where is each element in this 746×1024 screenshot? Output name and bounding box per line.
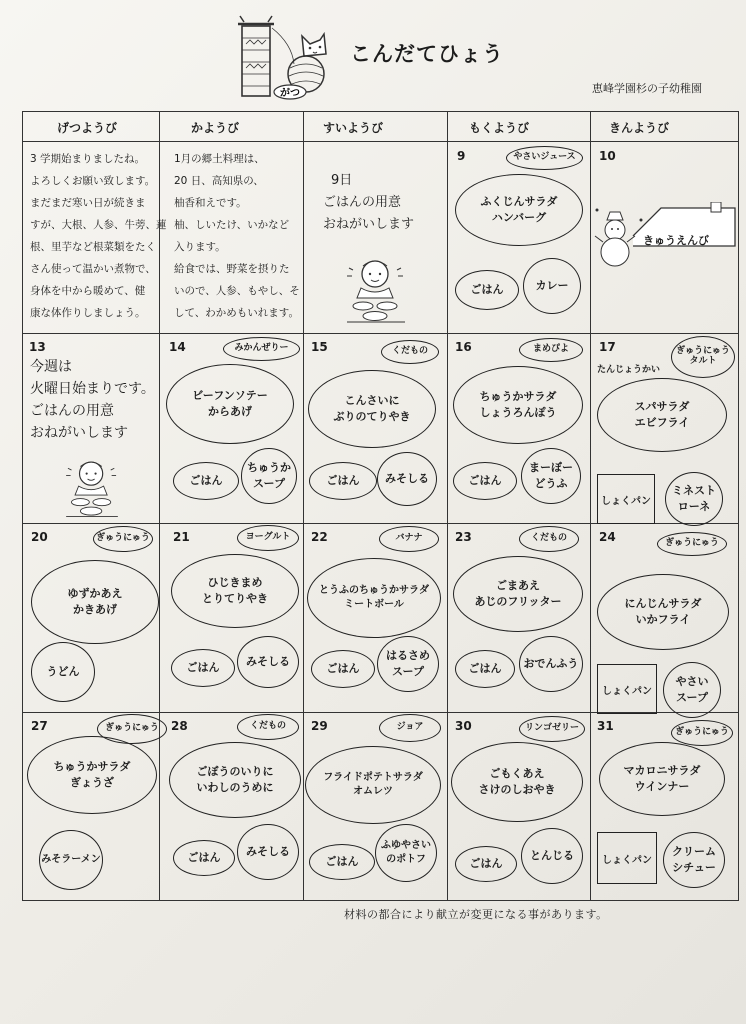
- month-label: がつ: [280, 88, 300, 99]
- day-number: 20: [31, 530, 48, 544]
- footer-note: 材料の都合により献立が変更になる事があります。: [344, 908, 608, 921]
- staple-food: しょくパン: [597, 832, 657, 884]
- day-number: 16: [455, 340, 472, 354]
- extra-item: ジョア: [379, 714, 441, 742]
- extra-item: ぎゅうにゅう: [671, 720, 733, 746]
- main-dish: ちゅうかサラダ ぎょうざ: [27, 736, 157, 814]
- weekday-mon: げつようび: [57, 121, 118, 135]
- knitting-cat-illustration: [232, 14, 342, 100]
- event-label: たんじょうかい: [597, 365, 661, 375]
- main-dish: スパサラダ エビフライ: [597, 378, 727, 452]
- main-dish: ごぼうのいりに いわしのうめに: [169, 742, 301, 818]
- page-title: こんだてひょう: [350, 42, 504, 66]
- day-number: 9: [457, 149, 466, 163]
- staple-food: ごはん: [309, 844, 375, 880]
- side-dish: みそしる: [237, 636, 299, 688]
- side-dish: とんじる: [521, 828, 583, 884]
- main-dish: ごまあえ あじのフリッター: [453, 556, 583, 632]
- day-number: 21: [173, 530, 190, 544]
- side-dish: おでんふう: [519, 636, 583, 692]
- extra-item: ぎゅうにゅう: [93, 526, 153, 552]
- extra-item: まめぴよ: [519, 338, 583, 362]
- side-dish: クリーム シチュー: [663, 832, 725, 888]
- staple-food: ごはん: [311, 650, 375, 688]
- day-number: 22: [311, 530, 328, 544]
- mon-note: 今週は 火曜日始まりです。 ごはんの用意 おねがいします: [30, 359, 155, 441]
- extra-item: くだもの: [381, 340, 439, 364]
- weekday-thu: もくようび: [469, 121, 530, 135]
- day-number: 17: [599, 340, 616, 354]
- extra-item: みかんぜりー: [223, 337, 300, 361]
- main-dish: にんじんサラダ いかフライ: [597, 574, 729, 650]
- weekday-tue: かようび: [191, 121, 240, 135]
- day-number: 13: [29, 340, 46, 354]
- staple-food: ごはん: [455, 650, 515, 688]
- event-label: きゅうえんび: [643, 234, 709, 247]
- main-dish: ビーフンソテー からあげ: [166, 364, 294, 444]
- main-dish: ごもくあえ さけのしおやき: [451, 742, 583, 822]
- staple-food: ごはん: [453, 462, 517, 500]
- main-dish: フライドポテトサラダ オムレツ: [305, 746, 441, 824]
- main-dish: ゆずかあえ かきあげ: [31, 560, 159, 644]
- staple-food: うどん: [31, 642, 95, 702]
- staple-food: みそラーメン: [39, 830, 103, 890]
- day-number: 28: [171, 719, 188, 733]
- wed-note: 9日 ごはんの用意 おねがいします: [323, 173, 415, 232]
- extra-item: ヨーグルト: [237, 525, 299, 551]
- main-dish: ふくじんサラダ ハンバーグ: [455, 174, 583, 246]
- extra-item: リンゴゼリー: [519, 716, 585, 742]
- main-dish: とうふのちゅうかサラダ ミートボール: [307, 558, 441, 638]
- side-dish: まーぼー どうふ: [521, 448, 581, 504]
- staple-food: ごはん: [455, 270, 519, 310]
- day-number: 30: [455, 719, 472, 733]
- day-number: 10: [599, 149, 616, 163]
- main-dish: ひじきまめ とりてりやき: [171, 554, 299, 628]
- staple-food: ごはん: [173, 840, 235, 876]
- child-eating-illustration: [341, 252, 411, 326]
- mon-note: 3 学期始まりましたね。 よろしくお願い致します。 まだまだ寒い日が続きま すが、大根、人参、牛蒡、蓮 根、里芋など根菜類をたく さん使って温かい煮物で、 身体を中から暖めて、健 康な体作りしましょう。: [30, 153, 167, 319]
- child-eating-illustration: [57, 454, 127, 520]
- weekday-fri: きんようび: [609, 121, 670, 135]
- day-number: 15: [311, 340, 328, 354]
- side-dish: みそしる: [377, 452, 437, 506]
- weekday-wed: すいようび: [323, 121, 384, 135]
- day-number: 14: [169, 340, 186, 354]
- staple-food: しょくパン: [597, 664, 657, 714]
- day-number: 24: [599, 530, 616, 544]
- extra-item: バナナ: [379, 526, 439, 552]
- extra-item: ぎゅうにゅう: [97, 714, 167, 744]
- main-dish: マカロニサラダ ウインナー: [599, 742, 725, 816]
- staple-food: ごはん: [455, 846, 517, 882]
- side-dish: ふゆやさい のポトフ: [375, 824, 437, 882]
- staple-food: ごはん: [309, 462, 377, 500]
- day-number: 27: [31, 719, 48, 733]
- side-dish: はるさめ スープ: [377, 636, 439, 692]
- side-dish: カレー: [523, 258, 581, 314]
- menu-calendar: [22, 111, 739, 901]
- side-dish: みそしる: [237, 824, 299, 880]
- staple-food: ごはん: [171, 649, 235, 687]
- extra-item: やさいジュース: [506, 146, 583, 170]
- extra-item: ぎゅうにゅう タルト: [671, 336, 735, 378]
- main-dish: ちゅうかサラダ しょうろんぽう: [453, 366, 583, 444]
- day-number: 23: [455, 530, 472, 544]
- day-number: 29: [311, 719, 328, 733]
- staple-food: ごはん: [173, 462, 239, 500]
- extra-item: くだもの: [237, 714, 299, 740]
- main-dish: こんさいに ぶりのてりやき: [308, 370, 436, 448]
- side-dish: ミネスト ローネ: [665, 472, 723, 526]
- tue-note: 1月の郷土料理は、 20 日、高知県の、 柚香和えです。 柚、しいたけ、いかなど 入ります。 給食では、野菜を摂りた いので、人参、もやし、そ して、わかめもいれます。: [174, 153, 300, 319]
- school-name: 恵峰学園杉の子幼稚園: [592, 82, 702, 95]
- side-dish: やさい スープ: [663, 662, 721, 718]
- staple-food: しょくパン: [597, 474, 655, 524]
- side-dish: ちゅうか スープ: [241, 448, 297, 504]
- extra-item: くだもの: [519, 526, 579, 552]
- extra-item: ぎゅうにゅう: [657, 532, 727, 556]
- day-number: 31: [597, 719, 614, 733]
